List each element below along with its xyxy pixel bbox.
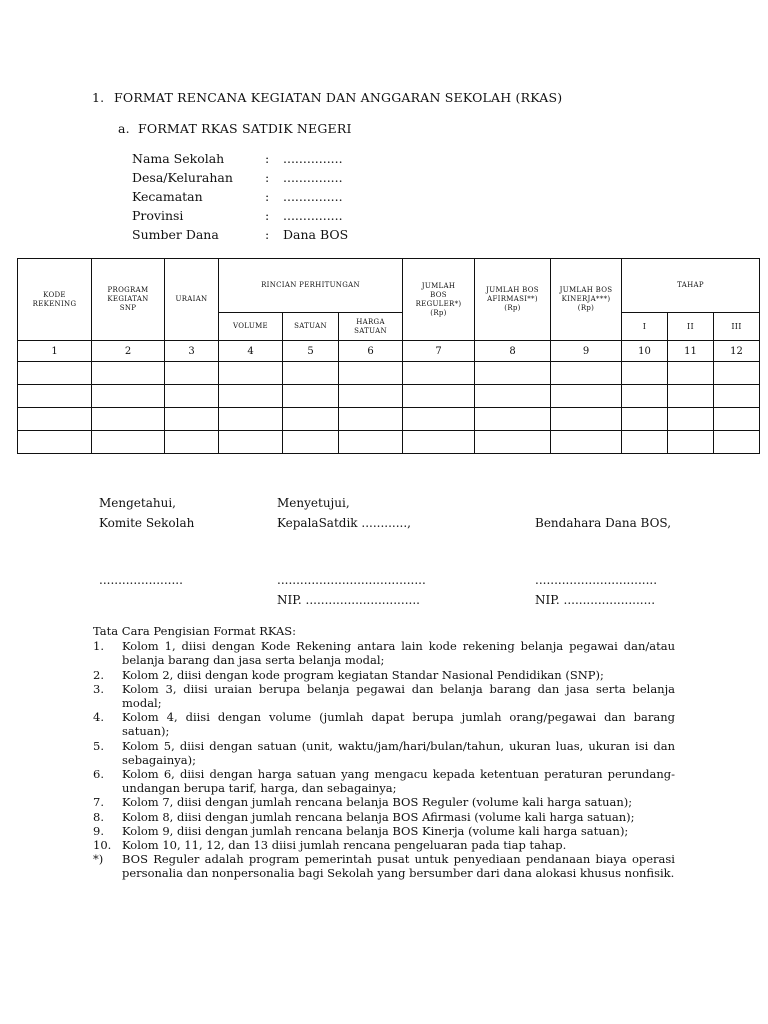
info-row-provinsi [132, 208, 348, 227]
header-jumlah-bos-afirmasi: JUMLAH BOS AFIRMASI**) (Rp) [475, 259, 551, 341]
header-satuan: SATUAN [283, 313, 339, 341]
sig-menyetujui: Menyetujui, [277, 496, 350, 510]
sig-komite: Komite Sekolah [99, 516, 195, 530]
info-value: ............... [283, 170, 343, 185]
list-item: 2. Kolom 2, diisi dengan kode program kegiatan Standar Nasional Pendidikan (SNP); [93, 667, 604, 682]
info-row-nama-sekolah [132, 151, 348, 170]
info-colon: : [265, 170, 270, 185]
list-item: 10. Kolom 10, 11, 12, dan 13 diisi jumlah rencana pengeluaran pada tiap tahap. [93, 838, 567, 853]
column-number-row [18, 341, 760, 362]
info-colon: : [265, 189, 270, 204]
sig-nip-kepala: NIP. .............................. [277, 593, 420, 607]
info-colon: : [265, 151, 270, 166]
table-row [18, 408, 760, 431]
subheading-number: a. [118, 121, 130, 136]
heading-text: FORMAT RENCANA KEGIATAN DAN ANGGARAN SEKOLAH (RKAS) [114, 90, 563, 105]
sig-kepala-satdik: KepalaSatdik ............, [277, 516, 411, 530]
list-item: 9. Kolom 9, diisi dengan jumlah rencana belanja BOS Kinerja (volume kali harga satuan); [93, 823, 629, 838]
col-number: 3 [165, 341, 219, 362]
info-label: Provinsi [132, 208, 184, 223]
list-item: *) BOS Reguler adalah program pemerintah pusat untuk penyediaan pendanaan biaya operasi personalia dan nonpersonalia bagi Sekolah yang bersumber dari dana alokasi khusus nonfisik. [93, 852, 675, 881]
info-row-kecamatan [132, 189, 348, 208]
header-kode-rekening: KODE REKENING [18, 259, 92, 341]
info-label: Nama Sekolah [132, 151, 225, 166]
list-item: 7. Kolom 7, diisi dengan jumlah rencana belanja BOS Reguler (volume kali harga satuan); [93, 795, 633, 810]
header-rincian-perhitungan: RINCIAN PERHITUNGAN [219, 259, 403, 313]
sub-heading [118, 121, 352, 136]
school-info [132, 151, 348, 246]
rkas-table [17, 258, 760, 454]
info-colon: : [265, 208, 270, 223]
col-number: 10 [622, 341, 668, 362]
section-heading [92, 90, 562, 105]
header-tahap-iii: III [714, 313, 760, 341]
header-tahap-ii: II [668, 313, 714, 341]
col-number: 2 [92, 341, 165, 362]
instructions [93, 624, 675, 881]
col-number: 9 [551, 341, 622, 362]
heading-number: 1. [92, 90, 105, 105]
table-row [18, 362, 760, 385]
col-number: 4 [219, 341, 283, 362]
info-label: Desa/Kelurahan [132, 170, 233, 185]
info-row-sumber-dana [132, 227, 348, 246]
info-value: Dana BOS [283, 227, 349, 242]
list-item: 3. Kolom 3, diisi uraian berupa belanja pegawai dan belanja barang dan jasa serta belanja modal; [93, 681, 675, 711]
list-item: 1. Kolom 1, diisi dengan Kode Rekening antara lain kode rekening belanja pegawai dan/atau belanja barang dan jasa serta belanja modal; [93, 639, 675, 668]
header-harga-satuan: HARGA SATUAN [339, 313, 403, 341]
col-number: 7 [403, 341, 475, 362]
table-row [18, 431, 760, 454]
info-value: ............... [283, 189, 343, 204]
info-value: ............... [283, 208, 343, 223]
header-volume: VOLUME [219, 313, 283, 341]
header-uraian: URAIAN [165, 259, 219, 341]
subheading-text: FORMAT RKAS SATDIK NEGERI [138, 121, 352, 136]
info-label: Kecamatan [132, 189, 203, 204]
col-number: 5 [283, 341, 339, 362]
info-colon: : [265, 227, 270, 242]
list-item: 8. Kolom 8, diisi dengan jumlah rencana belanja BOS Afirmasi (volume kali harga satuan); [93, 809, 635, 824]
sig-dots-komite: ...................... [99, 573, 183, 587]
header-program-kegiatan: PROGRAM KEGIATAN SNP [92, 259, 165, 341]
info-row-desa [132, 170, 348, 189]
list-item: 4. Kolom 4, diisi dengan volume (jumlah dapat berupa jumlah orang/pegawai dan barang satuan); [93, 710, 675, 739]
sig-mengetahui: Mengetahui, [99, 496, 176, 510]
col-number: 8 [475, 341, 551, 362]
col-number: 11 [668, 341, 714, 362]
table-row [18, 385, 760, 408]
sig-nip-bendahara: NIP. ........................ [535, 593, 656, 607]
list-item: 5. Kolom 5, diisi dengan satuan (unit, waktu/jam/hari/bulan/tahun, ukuran luas, ukuran isi dan sebagainya); [93, 738, 675, 767]
col-number: 12 [714, 341, 760, 362]
sig-dots-kepala: ....................................... [277, 573, 426, 587]
info-value: ............... [283, 151, 343, 166]
info-label: Sumber Dana [132, 227, 219, 242]
header-tahap: TAHAP [622, 259, 760, 313]
sig-dots-bendahara: ................................ [535, 573, 658, 587]
header-jumlah-bos-reguler: JUMLAH BOS REGULER*) (Rp) [403, 259, 475, 341]
list-item: 6. Kolom 6, diisi dengan harga satuan yang mengacu kepada ketentuan peraturan perundang-undangan berupa tarif, harga, dan sebagainya; [93, 767, 675, 796]
header-jumlah-bos-kinerja: JUMLAH BOS KINERJA***) (Rp) [551, 259, 622, 341]
instructions-title: Tata Cara Pengisian Format RKAS: [93, 624, 297, 638]
header-tahap-i: I [622, 313, 668, 341]
col-number: 1 [18, 341, 92, 362]
col-number: 6 [339, 341, 403, 362]
sig-bendahara: Bendahara Dana BOS, [535, 516, 672, 530]
